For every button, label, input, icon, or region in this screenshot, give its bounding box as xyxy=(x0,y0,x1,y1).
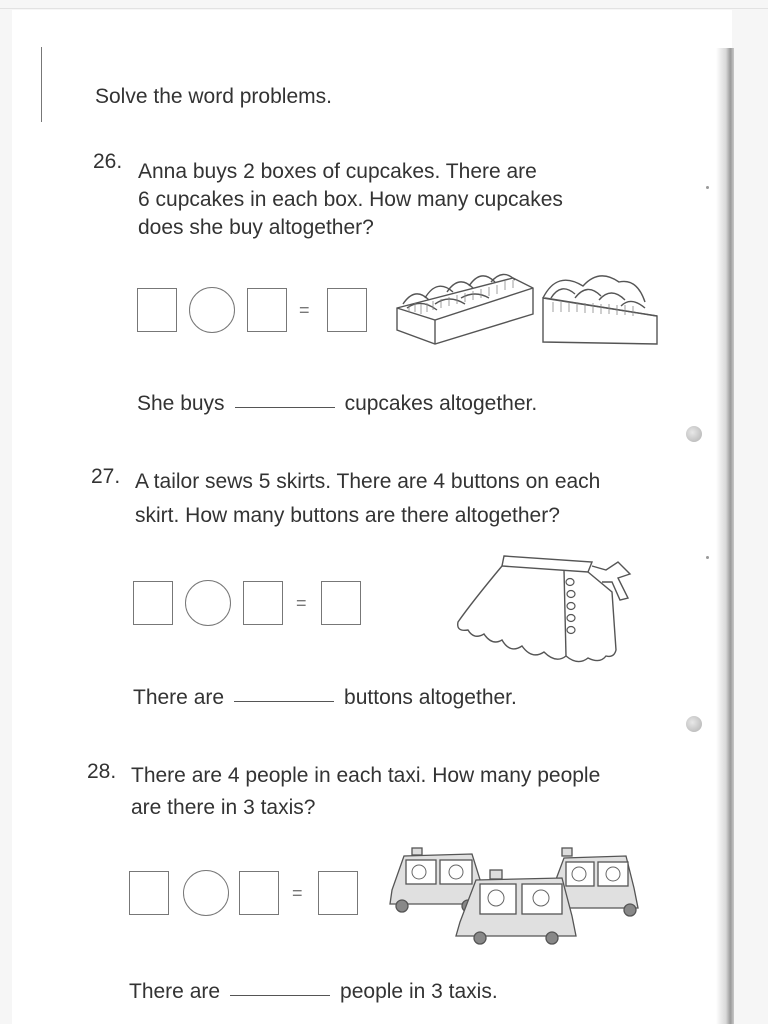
equals-sign: = xyxy=(296,593,307,613)
number-sentence xyxy=(137,288,377,338)
answer-suffix: buttons altogether. xyxy=(344,686,517,709)
answer-prefix: There are xyxy=(129,980,221,1003)
question-text-line: There are 4 people in each taxi. How many people xyxy=(131,764,601,787)
answer-box[interactable] xyxy=(243,581,283,625)
operator-circle[interactable] xyxy=(185,580,231,626)
scan-speck xyxy=(706,186,709,189)
question-text-line: are there in 3 taxis? xyxy=(131,796,316,819)
question-number: 28. xyxy=(87,760,117,783)
operator-circle[interactable] xyxy=(189,287,235,333)
instructions-heading: Solve the word problems. xyxy=(95,85,332,108)
margin-mark xyxy=(41,47,42,122)
taxis-illustration xyxy=(386,846,651,946)
answer-blank[interactable] xyxy=(230,994,330,996)
answer-sentence xyxy=(129,980,498,1004)
number-sentence xyxy=(133,581,373,631)
skirt-illustration xyxy=(452,552,634,667)
question-text-line: skirt. How many buttons are there altogether? xyxy=(135,504,560,527)
answer-prefix: She buys xyxy=(137,392,225,415)
question-number: 27. xyxy=(91,465,121,488)
number-sentence xyxy=(129,871,369,921)
answer-box[interactable] xyxy=(137,288,177,332)
page-top-edge xyxy=(0,8,768,9)
answer-box[interactable] xyxy=(327,288,367,332)
answer-blank[interactable] xyxy=(235,406,335,408)
answer-box[interactable] xyxy=(133,581,173,625)
answer-prefix: There are xyxy=(133,686,225,709)
question-text-line: Anna buys 2 boxes of cupcakes. There are xyxy=(138,160,537,183)
answer-box[interactable] xyxy=(239,871,279,915)
equals-sign: = xyxy=(299,300,310,320)
answer-box[interactable] xyxy=(129,871,169,915)
punch-hole xyxy=(686,716,702,732)
question-text-line: does she buy altogether? xyxy=(138,216,374,239)
answer-suffix: people in 3 taxis. xyxy=(340,980,498,1003)
punch-hole xyxy=(686,426,702,442)
answer-sentence xyxy=(133,686,517,710)
answer-box[interactable] xyxy=(247,288,287,332)
answer-box[interactable] xyxy=(321,581,361,625)
question-text-line: 6 cupcakes in each box. How many cupcakes xyxy=(138,188,563,211)
answer-sentence xyxy=(137,392,537,416)
page-right-edge xyxy=(716,48,734,1024)
scan-speck xyxy=(706,556,709,559)
question-number: 26. xyxy=(93,150,123,173)
operator-circle[interactable] xyxy=(183,870,229,916)
cupcake-boxes-illustration xyxy=(395,268,660,348)
answer-box[interactable] xyxy=(318,871,358,915)
answer-blank[interactable] xyxy=(234,700,334,702)
equals-sign: = xyxy=(292,883,303,903)
answer-suffix: cupcakes altogether. xyxy=(344,392,538,415)
question-text-line: A tailor sews 5 skirts. There are 4 buttons on each xyxy=(135,470,601,493)
